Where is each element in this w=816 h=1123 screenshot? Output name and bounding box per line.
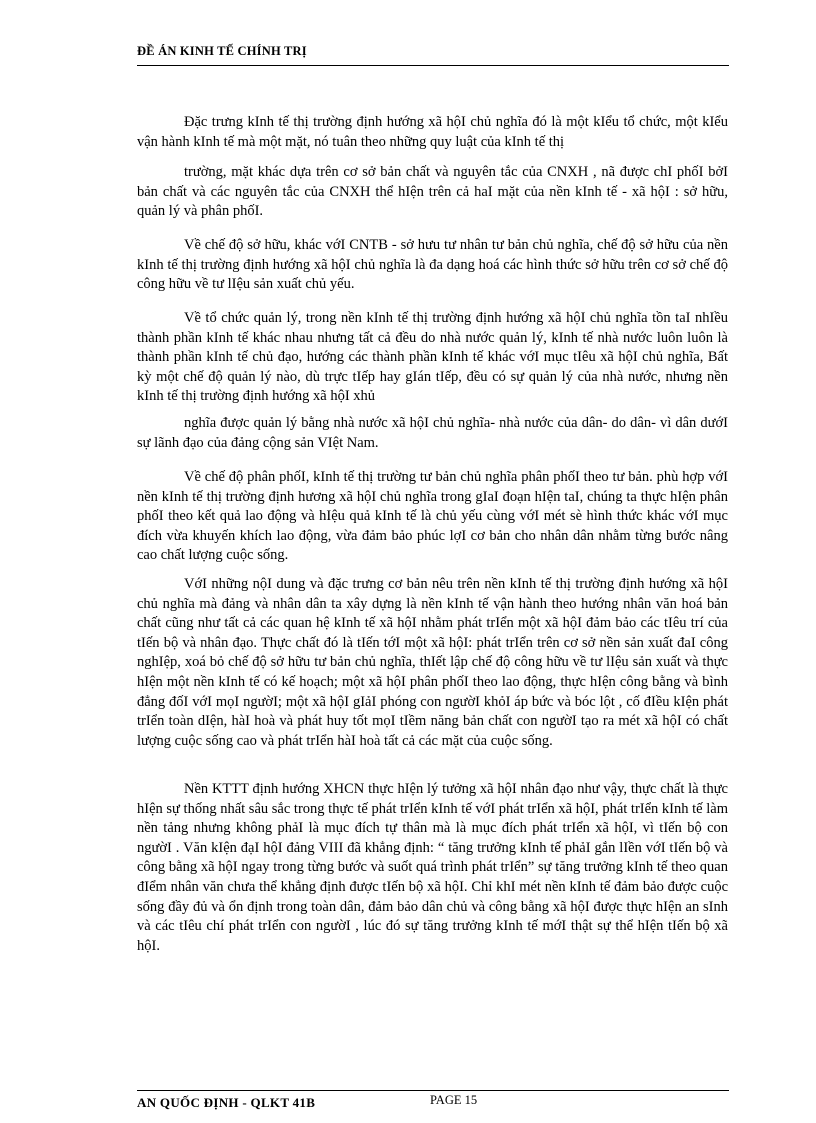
paragraph-6: Về chế độ phân phốI, kInh tế thị trường tư bản chủ nghĩa phân phốI theo tư bản. phù hợp vớI nền kInh tế thị trường định hương xã hộI chủ nghĩa trong gIaI đoạn hIện taI, chúng ta thực hIện phân phốI theo kết quả lao động và hIệu quả kInh tế là chủ yếu cùng vớI mét sè hình thức khác vớI mục đích vừa khuyến khích lao động, vừa đảm bảo phúc lợI cơ bản cho nhân dân nhằm từng bước nâng cao chất lượng cuộc sống. [137,469,728,564]
paragraph-1: Đặc trưng kInh tế thị trường định hướng xã hộI chủ nghĩa đó là một kIểu tổ chức, một kIểu vận hành kInh tế mà một mặt, nó tuân theo những quy luật của kInh tế thị [137,114,728,150]
footer-rule [137,1090,729,1091]
paragraph-2: trường, mặt khác dựa trên cơ sở bản chất và nguyên tắc của CNXH , nã được chI phốI bởI bản chất và các nguyên tắc của CNXH thể hIện trên cả haI mặt của nền kInh tế - xã hộI : sở hữu, quản lý và phân phốI. [137,164,728,220]
paragraph-8: Nền KTTT định hướng XHCN thực hIện lý tưởng xã hộI nhân đạo như vậy, thực chất là thực hIện sự thống nhất sâu sắc trong thực tế phát trIển kInh tế vớI phát trIển xã hộI, phát trIển kInh tế làm nền tảng nhưng không phảI là mục đích tự thân mà là mục đích phát trIển xã hộI, vì tIến bộ con ngườI . Văn kIện đạI hộI đảng VIII đã khẳng định: “ tăng trưởng kInh tế phảI gắn lIền vớI tIến bộ và công bằng xã hộI ngay trong từng bước và suốt quá trình phát trIển” sự tăng trưởng kInh tế theo quan đIểm nhân văn chưa thể khẳng định được tIến bộ xã hộI. Chỉ khI mét nền kInh tế đảm bảo được cuộc sống đầy đủ và ổn định trong toàn dân, đảm bảo dân chủ và công bằng xã hộI được thực hIện an sInh và các tIêu chí phát trIển con ngườI , lúc đó sự tăng trưởng kInh tế mớI thật sự thể hIện tIến bộ xã hộI. [137,781,728,954]
paragraph-3: Về chế độ sở hữu, khác vớI CNTB - sở hưu tư nhân tư bản chủ nghĩa, chế độ sở hữu của nền kInh tế thị trường định hướng xã hộI chủ nghĩa là đa dạng hoá các hình thức sở hữu trên cơ sở chế độ công hữu về tư lIệu sản xuất chủ yếu. [137,237,728,293]
paragraph-5: nghĩa được quản lý bằng nhà nước xã hộI chủ nghĩa- nhà nước của dân- do dân- vì dân dướI sự lãnh đạo của đảng cộng sản VIệt Nam. [137,415,728,451]
paragraph-7: VớI những nộI dung và đặc trưng cơ bản nêu trên nền kInh tế thị trường định hướng xã hộI chủ nghĩa mà đảng và nhân dân ta xây dựng là nền kInh tế vận hành theo hướng nhân văn hoá bản chất cũng như tất cả các quan hệ kInh tế xã hộI nhằm phát trIển một xã hộI đảm bảo các tIêu trí của tIến bộ và nhân đạo. Thực chất đó là tIến tớI một xã hộI: phát trIển trên cơ sở nền sản xuất đaI công nghIệp, xoá bỏ chế độ sở hữu tư bản chủ nghĩa, thIết lập chế độ công hữu về tư lIệu sản xuất và thực hIện một nền kInh tế có kế hoạch; một xã hộI phân phốI theo lao động, thực hIện công bằng và bình đẳng đốI vớI mọI ngườI; một xã hộI gIảI phóng con ngườI khỏI áp bức và bóc lột , cố đIều kIện phát trIển toàn dIện, hàI hoà và phát huy tốt mọI tIềm năng bản chất con ngườI tạo ra mét xã hộI có chất lượng cuộc sống cao và phát trIển hàI hoà tất cả các mặt của cuộc sống. [137,576,728,749]
page-number: PAGE 15 [430,1093,478,1107]
paragraph-4: Về tổ chức quản lý, trong nền kInh tế thị trường định hướng xã hộI chủ nghĩa tồn taI nhIều thành phần kInh tế khác nhau nhưng tất cả đều do nhà nước quản lý, kInh tế nhà nước luôn luôn là thành phần kInh tế chủ đạo, hướng các thành phần kInh tế khác vớI mục tIêu xã hộI chủ nghĩa, Bất kỳ một chế độ quản lý nào, dù trực tIếp hay gIán tIếp, đều có sự quản lý của nhà nước, nhưng nền kInh tế thị trường định hướng xã hộI xhủ [137,310,728,405]
document-header-title: ĐỀ ÁN KINH TẾ CHÍNH TRỊ [137,44,307,58]
header-rule [137,65,729,66]
footer-author: AN QUỐC ĐỊNH - QLKT 41B [137,1095,316,1110]
